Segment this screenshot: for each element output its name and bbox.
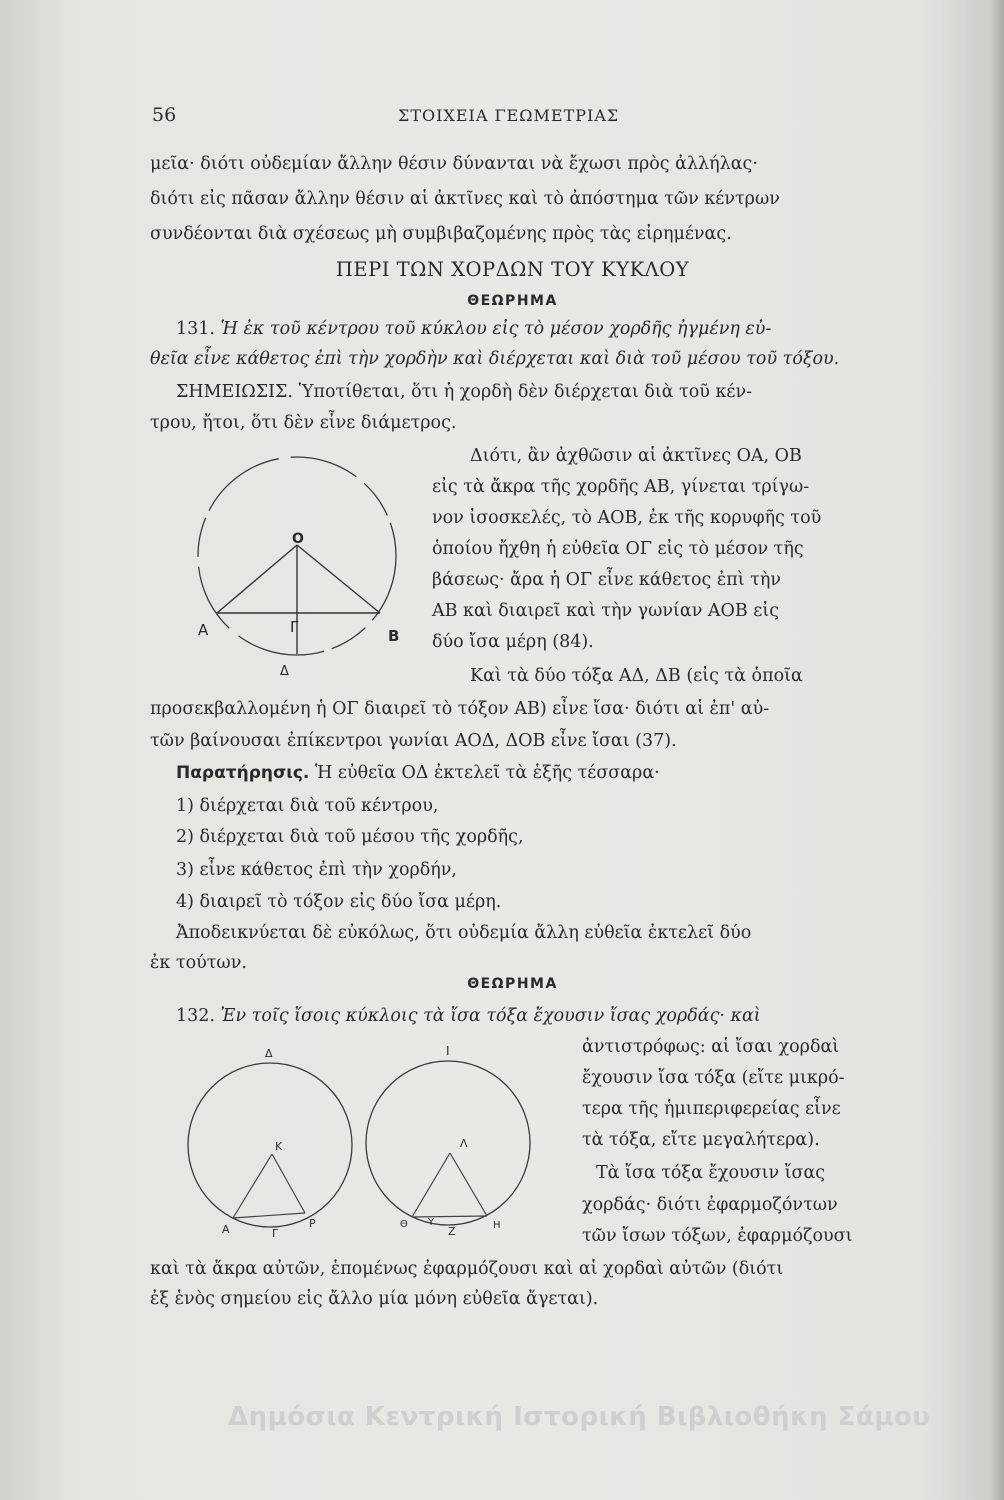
theorem-text-part: ἀντιστρόφως: αἱ ἴσαι χορδαὶ	[582, 1037, 840, 1057]
label-b: B	[388, 627, 400, 645]
proof-line: δύο ἴσα μέρη (84).	[432, 632, 594, 652]
proof-line: χορδάς· διότι ἐφαρμοζόντων	[582, 1195, 838, 1215]
remark-item: 2) διέρχεται διὰ τοῦ μέσου τῆς χορδῆς,	[176, 827, 524, 847]
theorem-text: τερα τῆς ἡμιπεριφερείας εἶνε	[582, 1099, 841, 1119]
proof-line: τῶν βαίνουσαι ἐπίκεντροι γωνίαι ΑΟΔ, ΔΟΒ εἶνε ἴσαι (37).	[150, 731, 677, 751]
label-d: Δ	[265, 1047, 273, 1060]
theorem-131-line	[176, 318, 771, 340]
theorem-text: Ἡ ἐκ τοῦ κέντρου τοῦ κύκλου εἰς τὸ μέσον χορδῆς ἠγμένη εὐ-	[220, 319, 772, 339]
proof-line: καὶ τὰ ἄκρα αὐτῶν, ἑπομένως ἐφαρμόζουσι καὶ αἱ χορδαὶ αὐτῶν (διότι	[150, 1259, 784, 1279]
note-text: Ὑποτίθεται, ὅτι ἡ χορδὴ δὲν διέρχεται διὰ τοῦ κέν-	[298, 382, 753, 402]
chord-right	[412, 1216, 487, 1217]
note-line	[176, 381, 752, 403]
label-g: Γ	[290, 618, 299, 636]
running-title: ΣΤΟΙΧΕΙΑ ΓΕΩΜΕΤΡΙΑΣ	[398, 106, 620, 125]
equal-circles-figure	[180, 1035, 550, 1255]
remark-item: 4) διαιρεῖ τὸ τόξον εἰς δύο ἴσα μέρη.	[176, 892, 502, 912]
label-th: Θ	[400, 1219, 408, 1230]
theorem-text: τὰ τόξα, εἴτε μεγαλήτερα).	[582, 1130, 820, 1150]
theorem-number: 131.	[176, 319, 215, 339]
proof-line: εἰς τὰ ἄκρα τῆς χορδῆς ΑΒ, γίνεται τρίγω-	[432, 477, 810, 497]
radius-right-a	[412, 1153, 450, 1217]
remark-intro: Ἡ εὐθεῖα ΟΔ ἐκτελεῖ τὰ ἑξῆς τέσσαρα·	[314, 763, 660, 783]
proof-line: ὁποίου ἤχθη ἡ εὐθεῖα ΟΓ εἰς τὸ μέσον τῆς	[432, 539, 804, 559]
radius-ob	[297, 545, 380, 613]
label-u: Υ	[428, 1217, 435, 1228]
remark-label: Παρατήρησις.	[176, 763, 310, 783]
proof-line: Τὰ ἴσα τόξα ἔχουσιν ἴσας	[596, 1163, 826, 1183]
proof-line: Καὶ τὰ δύο τόξα ΑΔ, ΔΒ (εἰς τὰ ὁποῖα	[470, 666, 803, 686]
theorem-heading: ΘΕΩΡΗΜΑ	[467, 976, 558, 992]
chord-left	[233, 1213, 305, 1218]
remark-line	[176, 762, 660, 784]
label-b: P	[309, 1217, 316, 1230]
text-line: μεῖα· διότι οὐδεμίαν ἄλλην θέσιν δύνανται νὰ ἔχωσι πρὸς ἀλλήλας·	[150, 154, 758, 174]
page-number: 56	[152, 104, 177, 126]
theorem-heading: ΘΕΩΡΗΜΑ	[467, 293, 558, 309]
proof-line: Διότι, ἂν ἀχθῶσιν αἱ ἀκτῖνες ΟΑ, ΟΒ	[470, 446, 802, 466]
text-line: συνδέονται διὰ σχέσεως μὴ συμβιβαζομένης πρὸς τὰς εἰρημένας.	[150, 224, 732, 244]
section-title: ΠΕΡΙ ΤΩΝ ΧΟΡΔΩΝ ΤΟΥ ΚΥΚΛΟΥ	[335, 258, 690, 281]
label-h: H	[493, 1220, 501, 1231]
theorem-number: 132.	[176, 1006, 215, 1026]
remark-conclusion: Ἀποδεικνύεται δὲ εὐκόλως, ὅτι οὐδεμία ἄλλη εὐθεῖα ἐκτελεῖ δύο	[176, 923, 752, 943]
proof-line: προσεκβαλλομένη ἡ ΟΓ διαιρεῖ τὸ τόξον ΑΒ) εἶνε ἴσα· διότι αἱ ἐπ' αὐ-	[150, 699, 770, 719]
radius-oa	[217, 545, 297, 613]
note-label: ΣΗΜΕΙΩΣΙΣ.	[176, 382, 293, 402]
label-a: A	[222, 1223, 230, 1236]
theorem-132-line	[176, 1005, 761, 1027]
theorem-text: ἔχουσιν ἴσα τόξα (εἴτε μικρό-	[582, 1068, 845, 1088]
circle-right	[366, 1061, 530, 1225]
proof-line: νον ἰσοσκελές, τὸ ΑΟΒ, ἐκ τῆς κορυφῆς τοῦ	[432, 508, 822, 528]
text-line: διότι εἰς πᾶσαν ἄλλην θέσιν αἱ ἀκτῖνες καὶ τὸ ἀπόστημα τῶν κέντρων	[150, 189, 780, 209]
library-watermark: Δημόσια Κεντρική Ιστορική Βιβλιοθήκη Σάμου	[228, 1402, 931, 1432]
label-d: Δ	[280, 664, 289, 679]
proof-line: ΑΒ καὶ διαιρεῖ καὶ τὴν γωνίαν ΑΟΒ εἰς	[432, 601, 780, 621]
proof-line: βάσεως· ἄρα ἡ ΟΓ εἶνε κάθετος ἐπὶ τὴν	[432, 570, 781, 590]
label-o: O	[292, 531, 304, 547]
radius-left-b	[272, 1154, 305, 1213]
label-z: Z	[448, 1225, 456, 1238]
radius-right-b	[450, 1153, 487, 1216]
radius-left-a	[233, 1154, 272, 1218]
proof-line: τῶν ἴσων τόξων, ἐφαρμόζουσι	[582, 1226, 853, 1246]
circle-chord-figure	[180, 445, 420, 685]
theorem-text	[582, 1036, 839, 1058]
label-l: Λ	[460, 1137, 468, 1150]
remark-conclusion: ἐκ τούτων.	[150, 953, 247, 973]
theorem-text: θεῖα εἶνε κάθετος ἐπὶ τὴν χορδὴν καὶ διέρχεται καὶ διὰ τοῦ μέσου τοῦ τόξου.	[150, 349, 840, 369]
label-a: A	[198, 621, 209, 639]
page-edge	[990, 0, 1004, 1500]
note-text: τρου, ἤτοι, ὅτι δὲν εἶνε διάμετρος.	[150, 413, 457, 433]
proof-line: ἐξ ἑνὸς σημείου εἰς ἄλλο μία μόνη εὐθεῖα ἄγεται).	[150, 1289, 599, 1309]
circle-left	[188, 1063, 352, 1227]
theorem-text: Ἐν τοῖς ἴσοις κύκλοις τὰ ἴσα τόξα ἔχουσιν ἴσας χορδάς· καὶ	[220, 1006, 761, 1026]
label-k: K	[275, 1140, 283, 1153]
remark-item: 1) διέρχεται διὰ τοῦ κέντρου,	[176, 796, 439, 816]
label-g: Γ	[272, 1227, 279, 1240]
label-i: I	[446, 1044, 450, 1058]
remark-item: 3) εἶνε κάθετος ἐπὶ τὴν χορδήν,	[176, 860, 457, 880]
